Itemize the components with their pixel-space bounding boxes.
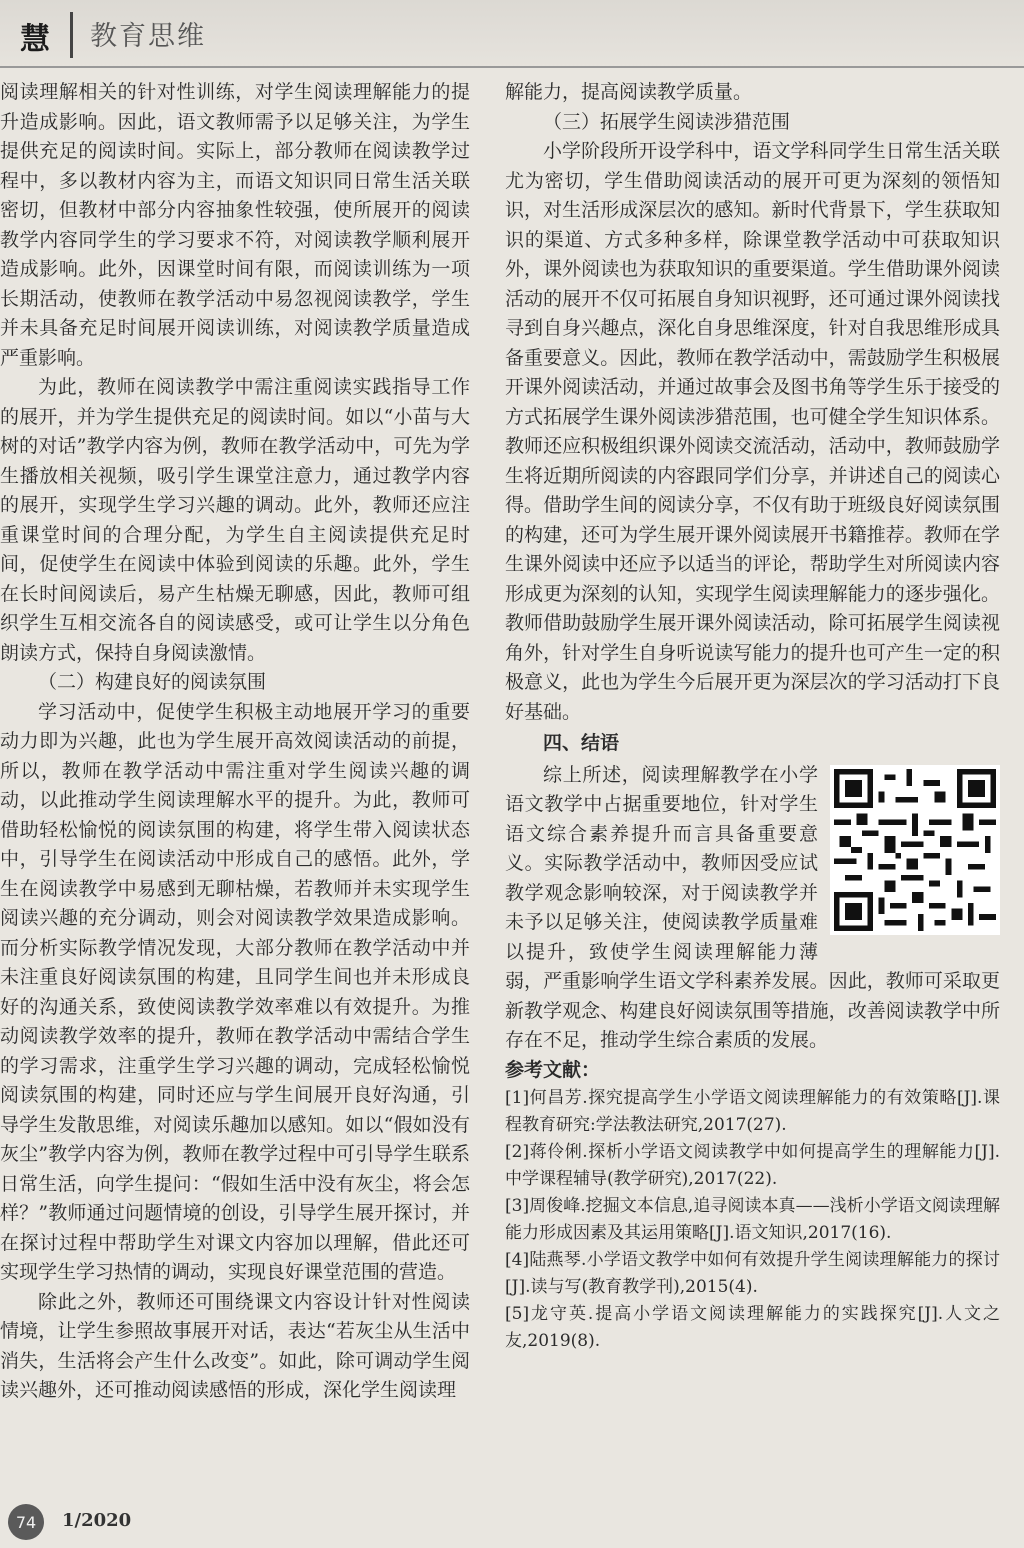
page-header — [0, 0, 1024, 68]
journal-logo: 慧 — [20, 22, 50, 57]
subsection-heading: （二）构建良好的阅读氛围 — [38, 671, 267, 693]
subsection-heading: （三）拓展学生阅读涉猎范围 — [543, 110, 791, 133]
page-number: 74 — [8, 1504, 44, 1540]
section-heading: 四、结语 — [543, 732, 620, 754]
paragraph: 综上所述，阅读理解教学在小学语文教学中占据重要地位，针对学生语文综合素养提升而言具备重要意义。实际教学活动中，教师因受应试教学观念影响较深，对于阅读教学并未予以足够关注，使阅读教学质量难以提升，致使学生阅读理解能力薄弱，严重影响学生语文学科素养发展。因此，教师可采取更新教学观念、构建良好阅读氛围等措施，改善阅读教学中所存在不足，推动学生综合素质的发展。 — [505, 763, 1000, 1051]
paragraph: 小学阶段所开设学科中，语文学科同学生日常生活关联尤为密切，学生借助阅读活动的展开可更为深刻的领悟知识，对生活形成深层次的感知。新时代背景下，学生获取知识的渠道、方式多种多样，除课堂教学活动中可获取知识外，课外阅读也为获取知识的重要渠道。学生借助课外阅读活动的展开不仅可拓展自身知识视野，还可通过课外阅读找寻到自身兴趣点，深化自身思维深度，针对自我思维形成具备重要意义。因此，教师在教学活动中，需鼓励学生积极展开课外阅读活动，并通过故事会及图书角等学生乐于接受的方式拓展学生课外阅读涉猎范围，也可健全学生知识体系。教师还应积极组织课外阅读交流活动，活动中，教师鼓励学生将近期所阅读的内容跟同学们分享，并讲述自己的阅读心得。借助学生间的阅读分享，不仅有助于班级良好阅读氛围的构建，还可为学生展开课外阅读展开书籍推荐。教师在学生课外阅读中还应予以适当的评论，帮助学生对所阅读内容形成更为深刻的认知，实现学生阅读理解能力的逐步强化。教师借助鼓励学生展开课外阅读活动，除可拓展学生阅读视角外，针对学生自身听说读写能力的提升也可产生一定的积极意义，此也为学生今后展开更为深层次的学习活动打下良好基础。 — [505, 140, 1000, 723]
qr-code-icon[interactable] — [830, 765, 1000, 935]
paragraph: 阅读理解相关的针对性训练，对学生阅读理解能力的提升造成影响。因此，语文教师需予以足够关注，为学生提供充足的阅读时间。实际上，部分教师在阅读教学过程中，多以教材内容为主，而语文知识同日常生活关联密切，但教材中部分内容抽象性较强，使所展开的阅读教学内容同学生的学习要求不符，对阅读教学顺利展开造成影响。此外，因课堂时间有限，而阅读训练为一项长期活动，使教师在教学活动中易忽视阅读教学，学生并未具备充足时间展开阅读训练，对阅读教学质量造成严重影响。 — [0, 81, 470, 369]
header-divider — [70, 12, 73, 58]
reference-item: [2]蒋伶俐.探析小学语文阅读教学中如何提高学生的理解能力[J].中学课程辅导(教学研究),2017(22). — [505, 1142, 1000, 1189]
page-footer — [0, 1498, 1024, 1548]
references-title: 参考文献： — [505, 1058, 601, 1081]
paragraph: 解能力，提高阅读教学质量。 — [505, 81, 753, 103]
paragraph: 除此之外，教师还可围绕课文内容设计针对性阅读情境，让学生参照故事展开对话，表达“若灰尘从生活中消失，生活将会产生什么改变”。如此，除可调动学生阅读兴趣外，还可推动阅读感悟的形成，深化学生阅读理 — [0, 1290, 470, 1401]
reference-item: [4]陆燕琴.小学语文教学中如何有效提升学生阅读理解能力的探讨[J].读与写(教育教学刊),2015(4). — [505, 1250, 1000, 1297]
paragraph: 为此，教师在阅读教学中需注重阅读实践指导工作的展开，并为学生提供充足的阅读时间。如以“小苗与大树的对话”教学内容为例，教师在教学活动中，可先为学生播放相关视频，吸引学生课堂注意力，通过教学内容的展开，实现学生学习兴趣的调动。此外，教师还应注重课堂时间的合理分配，为学生自主阅读提供充足时间，促使学生在阅读中体验到阅读的乐趣。此外，学生在长时间阅读后，易产生枯燥无聊感，因此，教师可组织学生互相交流各自的阅读感受，或可让学生以分角色朗读方式，保持自身阅读激情。 — [0, 376, 470, 664]
conclusion-block — [505, 761, 1000, 1056]
right-column — [505, 78, 1000, 1355]
left-column — [0, 78, 470, 1406]
section-title: 教育思维 — [90, 21, 206, 52]
header-rule — [0, 66, 1024, 68]
paragraph: 学习活动中，促使学生积极主动地展开学习的重要动力即为兴趣，此也为学生展开高效阅读活动的前提，所以，教师在教学活动中需注重对学生阅读兴趣的调动，以此推动学生阅读理解水平的提升。为此，教师可借助轻松愉悦的阅读氛围的构建，将学生带入阅读状态中，引导学生在阅读活动中形成自己的感悟。此外，学生在阅读教学中易感到无聊枯燥，若教师并未实现学生阅读兴趣的充分调动，则会对阅读教学效果造成影响。而分析实际教学情况发现，大部分教师在教学活动中并未注重良好阅读氛围的构建，且同学生间也并未形成良好的沟通关系，致使阅读教学效率难以有效提升。为推动阅读教学效率的提升，教师在教学活动中需结合学生的学习需求，注重学生学习兴趣的调动，完成轻松愉悦阅读氛围的构建，同时还应与学生间展开良好沟通，引导学生发散思维，对阅读乐趣加以感知。如以“假如没有灰尘”教学内容为例，教师在教学过程中可引导学生联系日常生活，向学生提问：“假如生活中没有灰尘，将会怎样？”教师通过问题情境的创设，引导学生展开探讨，并在探讨过程中帮助学生对课文内容加以理解，借此还可实现学生学习热情的调动，实现良好课堂范围的营造。 — [0, 700, 470, 1283]
reference-item: [3]周俊峰.挖掘文本信息,追寻阅读本真——浅析小学语文阅读理解能力形成因素及其运用策略[J].语文知识,2017(16). — [505, 1196, 1000, 1243]
issue-label: 1/2020 — [62, 1510, 132, 1531]
reference-item: [1]何昌芳.探究提高学生小学语文阅读理解能力的有效策略[J].课程教育研究:学法教法研究,2017(27). — [505, 1088, 1000, 1135]
reference-item: [5]龙守英.提高小学语文阅读理解能力的实践探究[J].人文之友,2019(8). — [505, 1304, 1000, 1351]
